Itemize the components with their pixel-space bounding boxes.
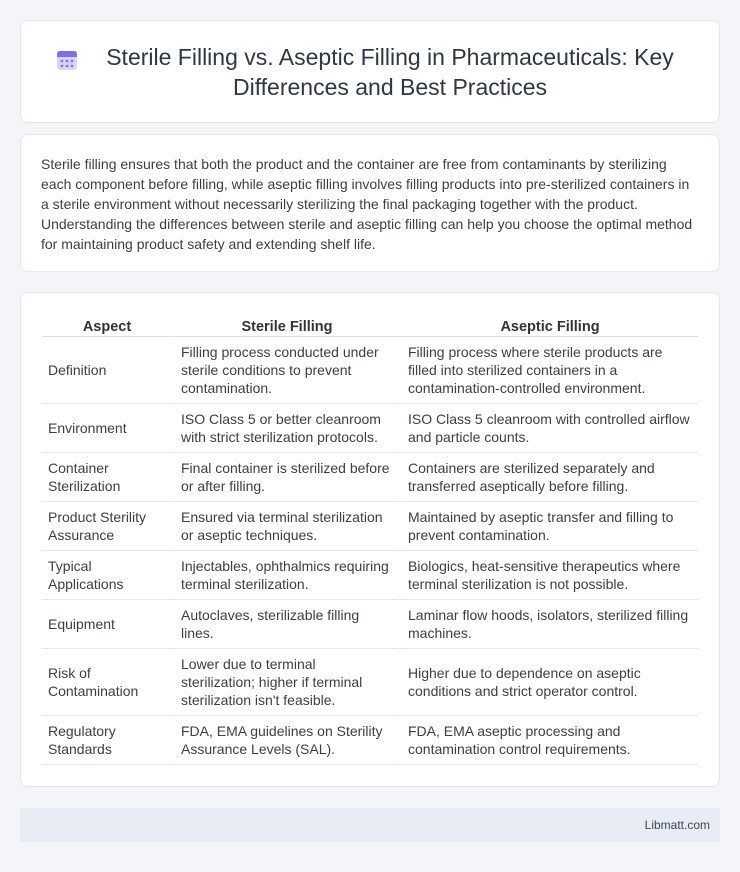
cell-aspect: Regulatory Standards (42, 716, 172, 765)
cell-aseptic: Containers are sterilized separately and transferred aseptically before filling. (399, 453, 698, 502)
table-row (42, 404, 698, 453)
cell-sterile: Final container is sterilized before or after filling. (172, 453, 399, 502)
cell-aseptic: Biologics, heat-sensitive therapeutics where terminal sterilization is not possible. (399, 551, 698, 600)
cell-sterile: FDA, EMA guidelines on Sterility Assurance Levels (SAL). (172, 716, 399, 765)
header-sterile-filling: Sterile Filling (172, 315, 399, 337)
intro-paragraph: Sterile filling ensures that both the product and the container are free from contaminants by sterilizing each component before filling, while aseptic filling involves filling products into pre-sterilized containers in a sterile environment without necessarily sterilizing the final packaging together with the product. Understanding the differences between sterile and aseptic filling can help you choose the optimal method for maintaining product safety and extending shelf life. (41, 156, 693, 252)
comparison-card (20, 292, 720, 787)
page-title: Sterile Filling vs. Aseptic Filling in Pharmaceuticals: Key Differences and Best Practices (106, 43, 674, 100)
header-aspect: Aspect (42, 315, 172, 337)
cell-sterile: ISO Class 5 or better cleanroom with strict sterilization protocols. (172, 404, 399, 453)
cell-aspect: Definition (42, 337, 172, 404)
table-row (42, 649, 698, 716)
intro-card (20, 134, 720, 272)
comparison-table (42, 315, 698, 765)
cell-aseptic: Higher due to dependence on aseptic conditions and strict operator control. (399, 649, 698, 716)
cell-aseptic: Maintained by aseptic transfer and filling to prevent contamination. (399, 502, 698, 551)
table-row (42, 551, 698, 600)
cell-aspect: Environment (42, 404, 172, 453)
cell-sterile: Lower due to terminal sterilization; higher if terminal sterilization isn't feasible. (172, 649, 399, 716)
cell-sterile: Autoclaves, sterilizable filling lines. (172, 600, 399, 649)
cell-aspect: Risk of Contamination (42, 649, 172, 716)
table-header-row (42, 315, 698, 337)
footer (20, 808, 720, 842)
table-row (42, 337, 698, 404)
cell-aseptic: Laminar flow hoods, isolators, sterilized filling machines. (399, 600, 698, 649)
cell-aseptic: Filling process where sterile products are filled into sterilized containers in a contamination-controlled environment. (399, 337, 698, 404)
cell-aseptic: ISO Class 5 cleanroom with controlled airflow and particle counts. (399, 404, 698, 453)
table-row (42, 600, 698, 649)
title-card (20, 20, 720, 123)
table-row (42, 502, 698, 551)
cell-aspect: Typical Applications (42, 551, 172, 600)
cell-sterile: Filling process conducted under sterile conditions to prevent contamination. (172, 337, 399, 404)
table-row (42, 453, 698, 502)
cell-sterile: Ensured via terminal sterilization or aseptic techniques. (172, 502, 399, 551)
cell-sterile: Injectables, ophthalmics requiring terminal sterilization. (172, 551, 399, 600)
cell-aspect: Equipment (42, 600, 172, 649)
cell-aspect: Container Sterilization (42, 453, 172, 502)
footer-brand[interactable]: Libmatt.com (644, 818, 710, 832)
table-row (42, 716, 698, 765)
cell-aspect: Product Sterility Assurance (42, 502, 172, 551)
header-aseptic-filling: Aseptic Filling (399, 315, 698, 337)
cell-aseptic: FDA, EMA aseptic processing and contamination control requirements. (399, 716, 698, 765)
